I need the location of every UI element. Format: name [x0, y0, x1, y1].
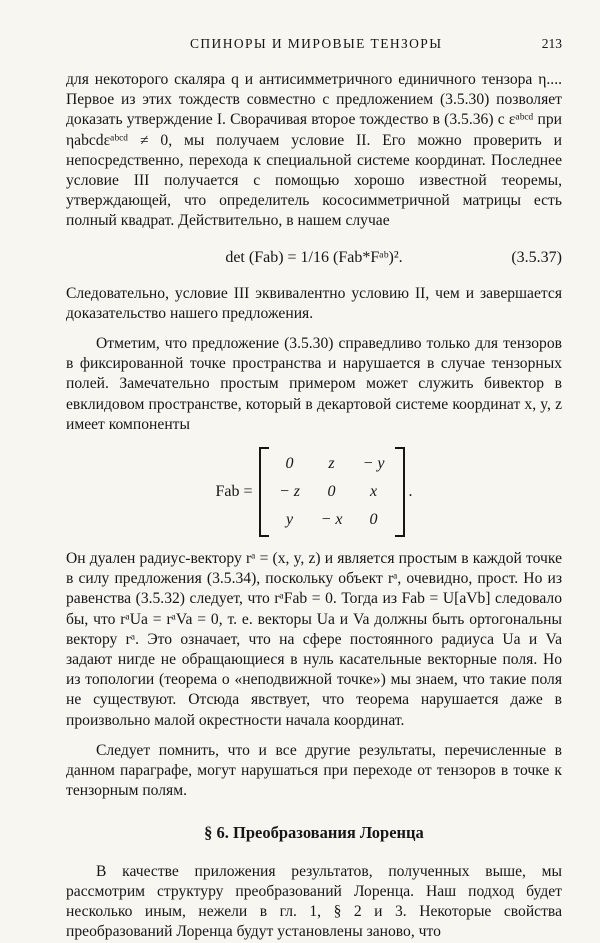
matrix-grid [269, 450, 395, 534]
matrix-cell: − x [320, 510, 343, 528]
paragraph-6: В качестве приложения результатов, полученных выше, мы рассмотрим структуру преобразований Лоренца. Наш подход будет несколько иным, нежели в гл. 1, § 2 и 3. Некоторые свойства преобразований Лоренца будут установлены заново, что [66, 862, 562, 941]
matrix-cell: 0 [369, 510, 378, 528]
section-heading: § 6. Преобразования Лоренца [204, 823, 424, 843]
matrix-cell: 0 [285, 454, 294, 472]
matrix-lhs: Fab = [215, 482, 253, 500]
right-bracket [395, 447, 405, 537]
paragraph-1: для некоторого скаляра q и антисимметричного единичного тензора η.... Первое из этих тождеств совместно с предложением (3.5.30) позволяет доказать утверждение I. Сворачивая второе тождество в (3.5.36) с εᵃᵇᶜᵈ при ηabcdεᵃᵇᶜᵈ ≠ 0, мы получаем условие II. Его можно проверить и непосредственно, перехода к специальной системе координат. Последнее условие III получается с помощью хорошо известной теоремы, утверждающей, что определитель кососимметричной матрицы есть полный квадрат. Действительно, в нашем случае [66, 71, 562, 230]
running-header [66, 36, 562, 56]
matrix-cell: − z [279, 482, 301, 500]
matrix-cell: z [328, 454, 335, 472]
left-bracket [259, 447, 269, 537]
running-title: СПИНОРЫ И МИРОВЫЕ ТЕНЗОРЫ [190, 36, 443, 51]
page-body [66, 70, 562, 943]
paragraph-5: Следует помнить, что и все другие результаты, перечисленные в данном параграфе, могут нарушаться при переходе от тензоров в точке к тензорным полям. [66, 741, 562, 800]
paragraph-4: Он дуален радиус-вектору rᵃ = (x, y, z) и является простым в каждой точке в силу предложения (3.5.34), поскольку объект rᵃ, очевидно, прост. Но из равенства (3.5.32) следует, что rᵃFab = 0. Тогда из Fab = U[aVb] следовало бы, что rᵃUa = rᵃVa = 0, т. е. векторы Ua и Va должны быть ортогональны вектору rᵃ. Это означает, что на сфере постоянного радиуса Ua и Va задают нигде не обращающиеся в нуль касательные векторные поля. Но из топологии (теорема о «неподвижной точке») мы знаем, что такие поля не существуют. Отсюда явствует, что теорема нарушается даже в произвольно малой окрестности начала координат. [66, 550, 562, 729]
equation-label: (3.5.37) [511, 248, 562, 266]
paragraph-2: Следовательно, условие III эквивалентно условию II, чем и завершается доказательство нашего предложения. [66, 284, 562, 322]
matrix-cell: − y [362, 454, 385, 472]
matrix-cell: y [285, 510, 294, 528]
equation-text: det (Fab) = 1/16 (Fab*Fᵃᵇ)². [225, 248, 403, 266]
matrix-cell: 0 [327, 482, 336, 500]
equation-3-5-37 [66, 232, 562, 284]
page-number: 213 [541, 36, 562, 51]
matrix-cell: x [369, 482, 378, 500]
matrix-end: . [408, 482, 413, 500]
paragraph-3: Отметим, что предложение (3.5.30) справедливо только для тензоров в фиксированной точке пространства и нарушается в случае тензорных полей. Замечательно простым примером может служить бивектор в евклидовом пространстве, который в декартовой системе координат x, y, z имеет компоненты [66, 335, 562, 433]
matrix-equation [66, 437, 562, 547]
